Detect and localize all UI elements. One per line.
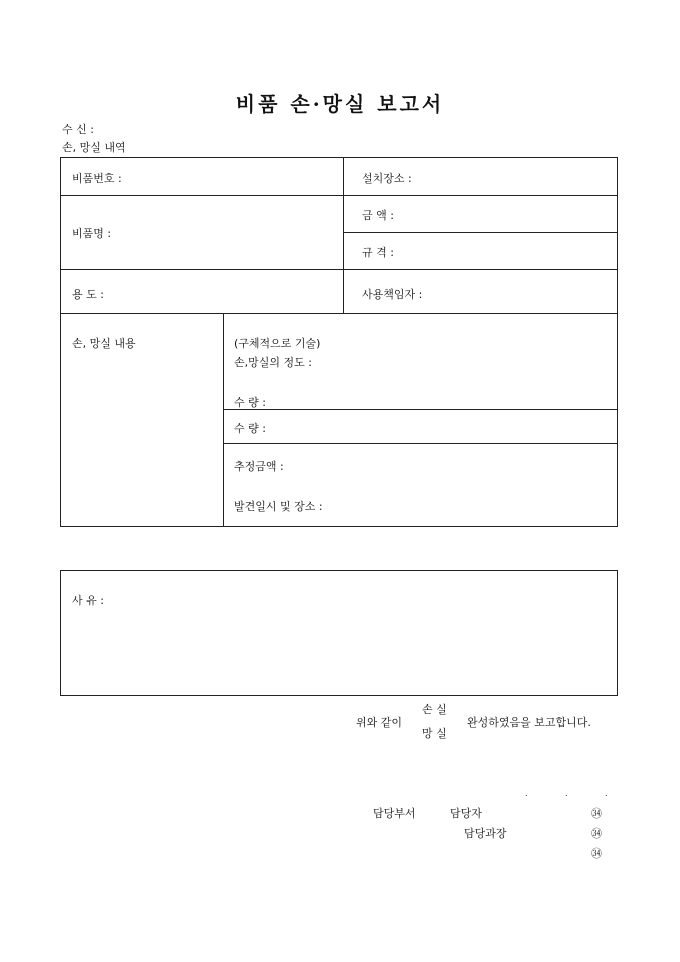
date-dot: . xyxy=(605,789,608,798)
date-dot: . xyxy=(565,789,568,798)
reason-label: 사 유 : xyxy=(72,594,104,607)
row-divider xyxy=(60,313,618,314)
report-option-missing: 망 실 xyxy=(422,727,447,740)
row-divider xyxy=(60,269,618,270)
found-date-place-field: 발견일시 및 장소 : xyxy=(234,500,323,513)
date-dot: . xyxy=(525,789,528,798)
details-table xyxy=(60,157,618,527)
row-divider xyxy=(60,195,618,196)
row-divider xyxy=(223,443,618,444)
damage-degree-field: 손,망실의 정도 : xyxy=(234,356,312,369)
reason-box xyxy=(60,570,618,696)
item-name-field: 비품명 : xyxy=(72,227,112,240)
person-label: 담당자 xyxy=(450,807,482,820)
report-suffix: 완성하였음을 보고합니다. xyxy=(467,716,591,729)
detail-note: (구체적으로 기술) xyxy=(234,337,321,350)
report-prefix: 위와 같이 xyxy=(356,716,403,729)
section-label: 손, 망실 내역 xyxy=(62,141,126,154)
item-number-field: 비품번호 : xyxy=(72,172,122,185)
quantity-field: 수 량 : xyxy=(234,422,266,435)
user-field: 사용책임자 : xyxy=(362,288,423,301)
quantity-field: 수 량 : xyxy=(234,396,266,409)
seal-mark: ㉞ xyxy=(591,827,602,840)
page-title: 비품 손·망실 보고서 xyxy=(235,92,445,116)
manager-label: 담당과장 xyxy=(464,827,507,840)
recipient-label: 수 신 : xyxy=(62,123,94,136)
damage-content-label: 손, 망실 내용 xyxy=(72,337,136,350)
seal-mark: ㉞ xyxy=(591,807,602,820)
dept-label: 담당부서 xyxy=(373,807,416,820)
report-option-loss: 손 실 xyxy=(422,703,447,716)
location-field: 설치장소 : xyxy=(362,172,412,185)
row-divider xyxy=(223,409,618,410)
spec-field: 규 격 : xyxy=(362,246,394,259)
row-divider xyxy=(343,232,618,233)
seal-mark: ㉞ xyxy=(591,847,602,860)
estimated-amount-field: 추정금액 : xyxy=(234,460,284,473)
usage-field: 용 도 : xyxy=(72,288,104,301)
amount-field: 금 액 : xyxy=(362,209,394,222)
column-divider xyxy=(343,157,344,313)
column-divider xyxy=(223,313,224,527)
